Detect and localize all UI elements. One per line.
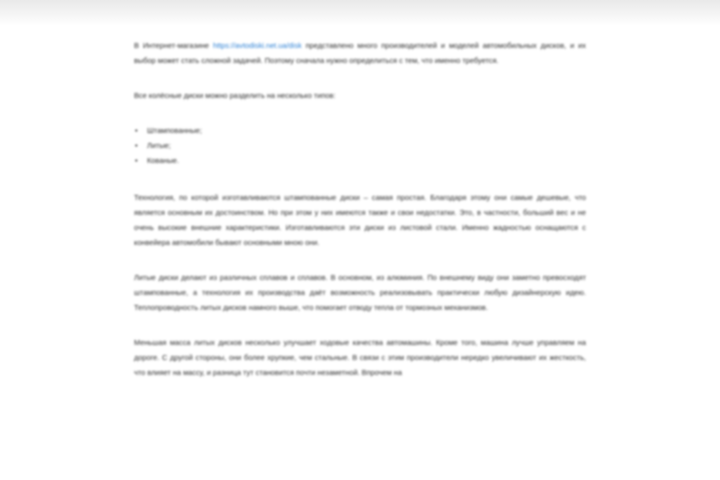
intro-text-after-link: представлено много производителей и моделей автомобильных дисков, и их выбор может стать сложной задачей. Поэтому сначала нужно определиться с тем, что именно требуется. (134, 41, 586, 65)
top-fade-band (0, 0, 720, 26)
article-body (134, 38, 586, 400)
alloy-paragraph: Литые диски делают из различных сплавов и сплавов. В основном, из алюминия. По внешнему виду они заметно превосходят штампованные, а технология их производства даёт возможность реализовывать практически любую дизайнерскую идею. Теплопроводность литых дисков намного выше, что помогает отводу тепла от тормозных механизмов. (134, 273, 586, 312)
list-item-label: Кованые. (147, 156, 179, 165)
list-item (134, 138, 586, 153)
weight-paragraph: Меньшая масса литых дисков несколько улучшает ходовые качества автомашины. Кроме того, машина лучше управляем на дороге. С другой стороны, они более хрупкие, чем стальные. В связи с этим производители нередко увеличивают их жесткость, что влияет на массу, и разница тут становится почти незаметной. Впрочем на (134, 338, 586, 377)
intro-text-before-link: В Интернет-магазине (134, 41, 210, 50)
bullet-icon: • (135, 126, 138, 135)
shop-link[interactable]: https://avtodiski.net.ua/disk (212, 41, 302, 50)
list-item (134, 153, 586, 168)
list-item-label: Литые; (147, 141, 171, 150)
types-intro-paragraph: Все колёсные диски можно разделить на несколько типов: (134, 91, 336, 100)
list-item (134, 123, 586, 138)
wheel-types-list (134, 123, 586, 168)
bullet-icon: • (135, 156, 138, 165)
bullet-icon: • (135, 141, 138, 150)
stamped-paragraph: Технология, по которой изготавливаются штампованные диски – самая простая. Благодаря этому они самые дешевые, что является основным их достоинством. Но при этом у них имеются также и свои недостатки. Это, в частности, больший вес и не очень высокие внешние характеристики. Изготавливаются эти диски из листовой стали. Именно жадностью оснащаются с конвейера автомобили бывают основными мною они. (134, 193, 586, 247)
list-item-label: Штампованные; (147, 126, 202, 135)
intro-paragraph (134, 38, 586, 68)
